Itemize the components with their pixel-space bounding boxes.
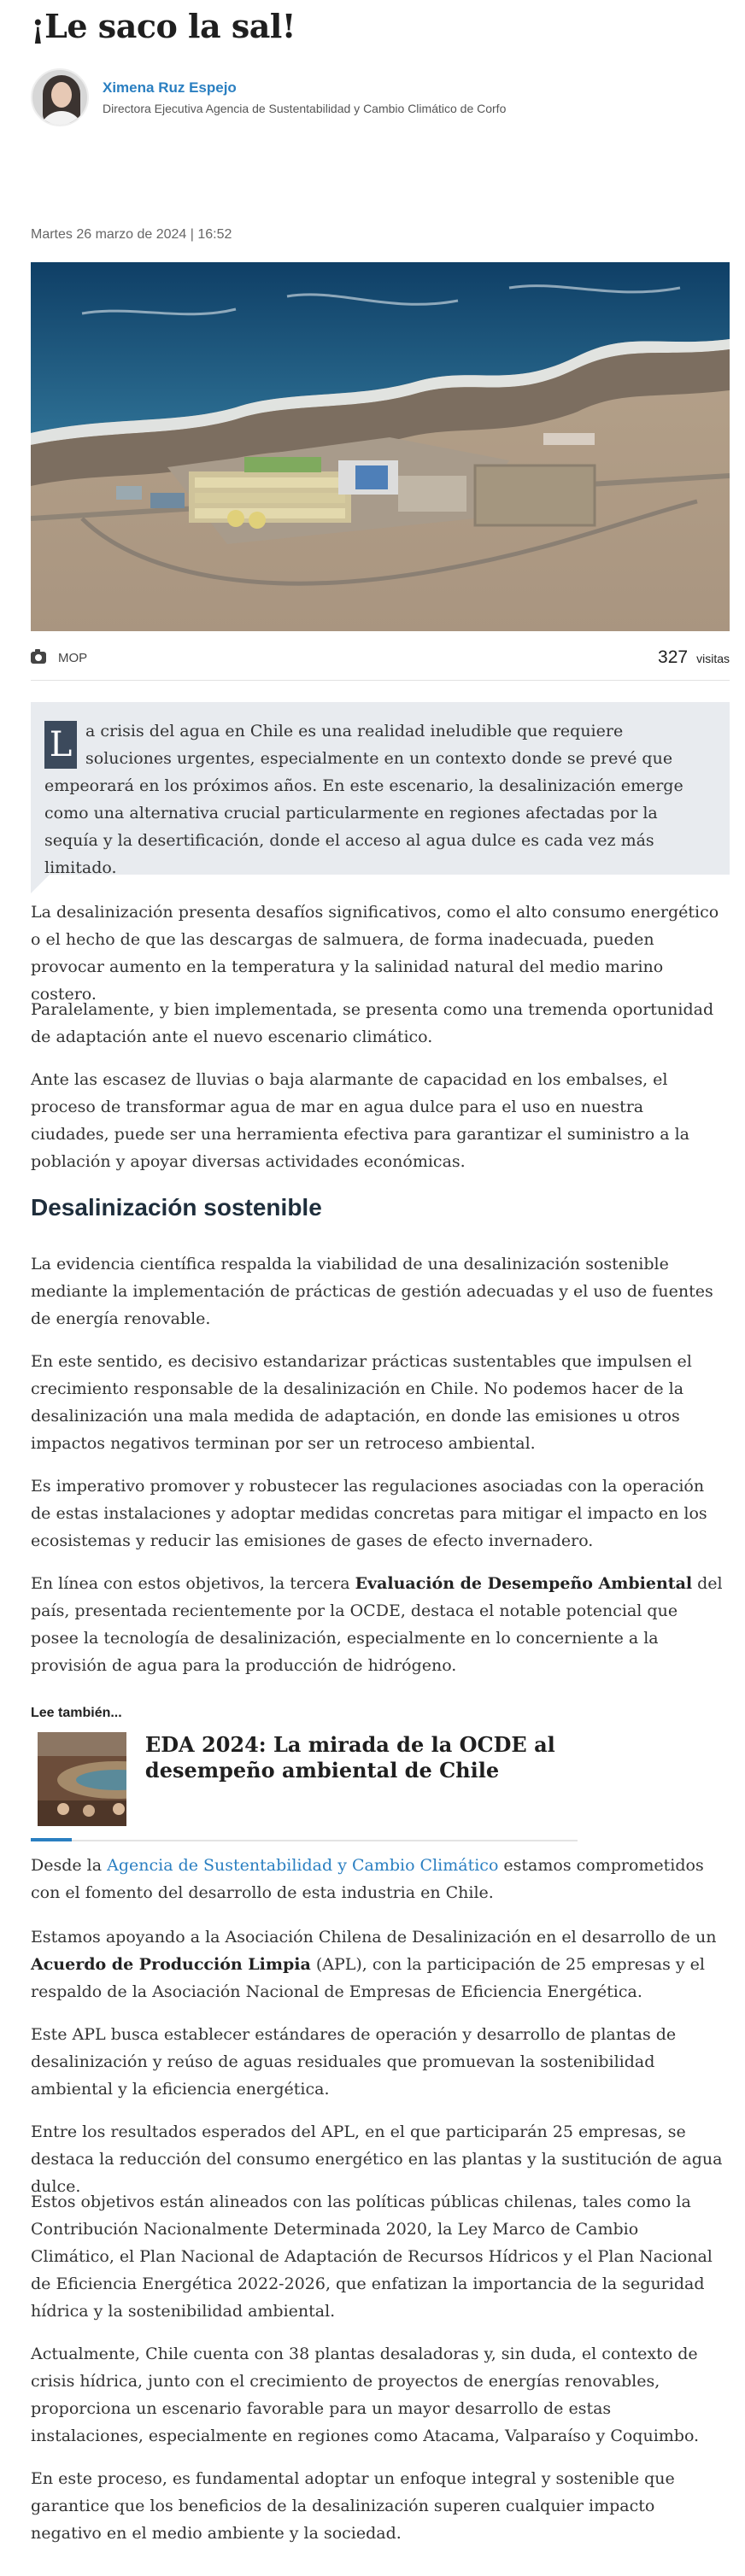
body-paragraph: Este APL busca establecer estándares de operación y desarrollo de plantas de desalinización y reúso de aguas residuales que promuevan la sostenibilidad ambiental y la eficiencia energética. bbox=[31, 2025, 677, 2099]
bold-term: Evaluación de Desempeño Ambiental bbox=[355, 1574, 693, 1593]
body-paragraph: En este proceso, es fundamental adoptar un enfoque integral y sostenible que garantice que los beneficios de la desalinización superen cualquier impacto negativo en el medio ambiente y la sociedad. bbox=[31, 2469, 675, 2543]
body-paragraph: Paralelamente, y bien implementada, se presenta como una tremenda oportunidad de adaptación ante el nuevo escenario climático. bbox=[31, 1000, 714, 1046]
body-paragraph: La evidencia científica respalda la viabilidad de una desalinización sostenible mediante la implementación de prácticas de gestión adecuadas y el uso de fuentes de energía renovable. bbox=[31, 1255, 713, 1328]
author-role: Directora Ejecutiva Agencia de Sustentabilidad y Cambio Climático de Corfo bbox=[103, 102, 507, 115]
author-info bbox=[103, 79, 506, 115]
body-paragraph: Entre los resultados esperados del APL, en el que participarán 25 empresas, se destaca la reducción del consumo energético en las plantas y la sustitución de agua dulce. bbox=[31, 2122, 723, 2196]
body-paragraph: Es imperativo promover y robustecer las regulaciones asociadas con la operación de estas instalaciones y adoptar medidas concretas para mitigar el impacto en los ecosistemas y reducir las emisiones de gases de efecto invernadero. bbox=[31, 1477, 707, 1550]
visit-label: visitas bbox=[696, 652, 730, 665]
photo-credit-text: MOP bbox=[58, 650, 88, 665]
read-also-label: Lee también... bbox=[31, 1706, 122, 1720]
body-paragraph: La desalinización presenta desafíos significativos, como el alto consumo energético o el hecho de que las descargas de salmuera, de forma inadecuada, pueden provocar aumento en la temperatura y la salinidad natural del medio marino costero. bbox=[31, 903, 719, 1004]
desalination-plant-photo bbox=[31, 262, 730, 631]
hero-image bbox=[31, 262, 730, 631]
divider bbox=[31, 680, 730, 681]
bold-term: Acuerdo de Producción Limpia bbox=[31, 1955, 311, 1974]
body-paragraph: Actualmente, Chile cuenta con 38 plantas desaladoras y, sin duda, el contexto de crisis hídrica, junto con el crecimiento de proyectos de energías renovables, proporciona un escenario favorable para un mayor desarrollo de estas instalaciones, especialmente en regiones como Atacama, Valparaíso y Coquimbo. bbox=[31, 2345, 700, 2445]
related-rule bbox=[31, 1840, 578, 1841]
related-rule-accent bbox=[31, 1838, 72, 1841]
lead-text: a crisis del agua en Chile es una realidad ineludible que requiere soluciones urgentes, especialmente en un contexto donde se prevé que empeorará en los próximos años. En este escenario, la desalinización emerge como una alternativa crucial particularmente en regiones afectadas por la sequía y la desertificación, donde el acceso al agua dulce es cada vez más limitado. bbox=[44, 722, 683, 877]
body-paragraph: Ante las escasez de lluvias o baja alarmante de capacidad en los embalses, el proceso de transformar agua de mar en agua dulce para el uso en nuestra ciudades, puede ser una herramienta efectiva para garantizar el suministro a la población y apoyar diversas actividades económicas. bbox=[31, 1070, 689, 1171]
visit-counter bbox=[658, 647, 730, 668]
body-paragraph: Estos objetivos están alineados con las políticas públicas chilenas, tales como la Contribución Nacionalmente Determinada 2020, la Ley Marco de Cambio Climático, el Plan Nacional de Adaptación de Recursos Hídricos y el Plan Nacional de Eficiencia Energética 2022-2026, que enfatizan la importancia de la seguridad hídrica y la sostenibilidad ambiental. bbox=[31, 2193, 713, 2321]
dropcap: L bbox=[44, 721, 77, 769]
author-name-link[interactable]: Ximena Ruz Espejo bbox=[103, 79, 237, 96]
related-article-thumbnail[interactable] bbox=[38, 1732, 126, 1826]
visit-count: 327 bbox=[658, 647, 689, 667]
agency-link[interactable]: Agencia de Sustentabilidad y Cambio Climático bbox=[107, 1856, 499, 1875]
agency-paragraph: Desde la Agencia de Sustentabilidad y Cambio Climático estamos comprometidos con el fomento del desarrollo de esta industria en Chile. bbox=[31, 1856, 704, 1902]
section-heading: Desalinización sostenible bbox=[31, 1194, 322, 1221]
related-article-title[interactable]: EDA 2024: La mirada de la OCDE al desempeño ambiental de Chile bbox=[144, 1732, 555, 1783]
photo-credit bbox=[31, 651, 87, 665]
image-meta-row bbox=[31, 647, 730, 668]
body-paragraph: En este sentido, es decisivo estandarizar prácticas sustentables que impulsen el crecimiento responsable de la desalinización en Chile. No podemos hacer de la desalinización una mala medida de adaptación, en donde las emisiones u otros impactos negativos terminan por ser un retroceso ambiental. bbox=[31, 1352, 692, 1453]
ocde-paragraph: En línea con estos objetivos, la tercera Evaluación de Desempeño Ambiental del país, presentada recientemente por la OCDE, destaca el notable potencial que posee la tecnología de desalinización, especialmente en lo concerniente a la provisión de agua para la producción de hidrógeno. bbox=[31, 1574, 723, 1675]
avatar[interactable] bbox=[31, 68, 89, 126]
lead-box bbox=[31, 702, 730, 875]
related-article-card[interactable] bbox=[38, 1732, 576, 1826]
camera-icon bbox=[31, 652, 46, 664]
apl-paragraph: Estamos apoyando a la Asociación Chilena de Desalinización en el desarrollo de un Acuerdo de Producción Limpia (APL), con la participación de 25 empresas y el respaldo de la Asociación Nacional de Empresas de Eficiencia Energética. bbox=[31, 1928, 717, 2001]
author-block bbox=[31, 68, 506, 126]
page-title: ¡Le saco la sal! bbox=[31, 7, 296, 45]
publish-date: Martes 26 marzo de 2024 | 16:52 bbox=[31, 227, 232, 242]
lead-paragraph bbox=[44, 717, 714, 881]
